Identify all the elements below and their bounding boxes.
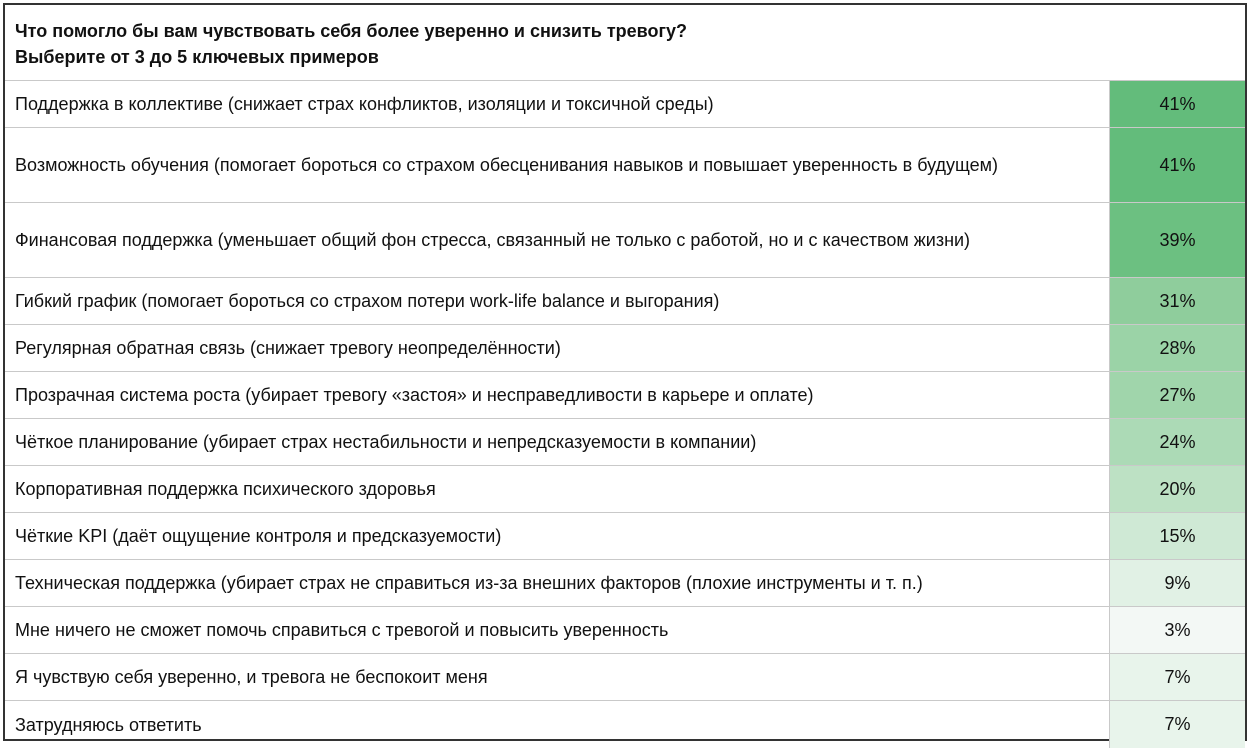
answer-label: Финансовая поддержка (уменьшает общий фон стресса, связанный не только с работой, но и с качеством жизни) <box>5 203 1110 277</box>
table-row <box>5 466 1245 513</box>
table-row <box>5 513 1245 560</box>
answer-label: Техническая поддержка (убирает страх не справиться из-за внешних факторов (плохие инструменты и т. п.) <box>5 560 1110 606</box>
answer-label: Прозрачная система роста (убирает тревогу «застоя» и несправедливости в карьере и оплате) <box>5 372 1110 418</box>
table-row <box>5 203 1245 278</box>
answer-label: Регулярная обратная связь (снижает тревогу неопределённости) <box>5 325 1110 371</box>
table-row <box>5 128 1245 203</box>
question-instruction: Выберите от 3 до 5 ключевых примеров <box>15 47 379 67</box>
table-row <box>5 607 1245 654</box>
answer-percentage: 27% <box>1110 372 1245 418</box>
answer-label: Чёткие KPI (даёт ощущение контроля и предсказуемости) <box>5 513 1110 559</box>
answer-label: Затрудняюсь ответить <box>5 701 1110 748</box>
answer-percentage: 7% <box>1110 654 1245 700</box>
answer-percentage: 28% <box>1110 325 1245 371</box>
table-row <box>5 701 1245 748</box>
table-row <box>5 419 1245 466</box>
survey-results-table <box>3 3 1247 741</box>
table-row <box>5 81 1245 128</box>
question-title: Что помогло бы вам чувствовать себя более уверенно и снизить тревогу? <box>15 21 687 41</box>
table-row <box>5 372 1245 419</box>
answer-label: Мне ничего не сможет помочь справиться с тревогой и повысить уверенность <box>5 607 1110 653</box>
answer-label: Возможность обучения (помогает бороться со страхом обесценивания навыков и повышает уверенность в будущем) <box>5 128 1110 202</box>
answer-label: Корпоративная поддержка психического здоровья <box>5 466 1110 512</box>
answer-label: Гибкий график (помогает бороться со страхом потери work-life balance и выгорания) <box>5 278 1110 324</box>
answer-label: Чёткое планирование (убирает страх нестабильности и непредсказуемости в компании) <box>5 419 1110 465</box>
table-row <box>5 654 1245 701</box>
answer-percentage: 7% <box>1110 701 1245 748</box>
answer-percentage: 15% <box>1110 513 1245 559</box>
answer-percentage: 41% <box>1110 128 1245 202</box>
answer-percentage: 20% <box>1110 466 1245 512</box>
question-header <box>5 5 1245 81</box>
answer-percentage: 24% <box>1110 419 1245 465</box>
table-row <box>5 325 1245 372</box>
answer-percentage: 9% <box>1110 560 1245 606</box>
answer-percentage: 39% <box>1110 203 1245 277</box>
table-row <box>5 278 1245 325</box>
answer-percentage: 41% <box>1110 81 1245 127</box>
table-row <box>5 560 1245 607</box>
answer-label: Поддержка в коллективе (снижает страх конфликтов, изоляции и токсичной среды) <box>5 81 1110 127</box>
answer-percentage: 31% <box>1110 278 1245 324</box>
answer-label: Я чувствую себя уверенно, и тревога не беспокоит меня <box>5 654 1110 700</box>
answer-percentage: 3% <box>1110 607 1245 653</box>
